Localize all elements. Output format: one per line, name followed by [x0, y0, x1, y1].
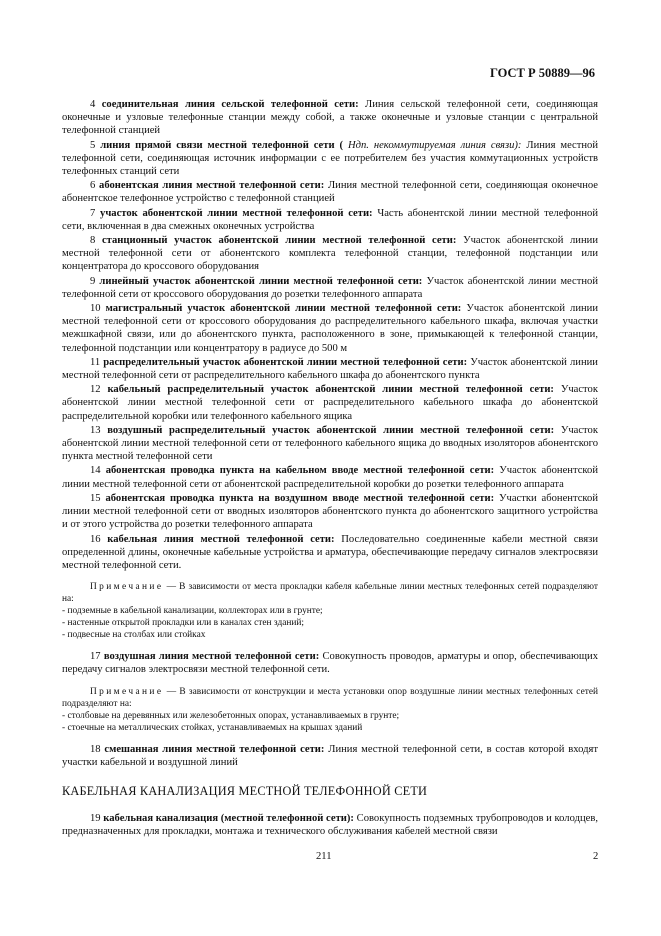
term-number: 4 — [90, 99, 96, 110]
document-body — [62, 98, 598, 840]
note-list — [62, 605, 598, 641]
term-number: 18 — [90, 743, 101, 755]
note-text: — В зависимости от конструкции и места установки опор воздушные линии местных телефонных сетей подразделяют на: — [62, 686, 599, 709]
term-definition: Совокупность подземных трубопроводов и колодцев, предназначенных для прокладки, монтажа и технического обслуживания кабелей местной связи — [62, 813, 598, 838]
term-number: 16 — [90, 533, 101, 545]
term-definition: Участок абонентской линии местной телефонной сети от абонентской распределительной коробки до розетки телефонного аппарата — [62, 465, 598, 490]
term-definition: Последовательно соединенные кабели местной связи определенной длины, оконечные кабельные устройства и арматура, обеспечивающие передачу сигналов электросвязи местной телефонной сети. — [62, 533, 599, 571]
term-title: кабельный распределительный участок абонентской линии местной телефонной сети: — [107, 384, 554, 396]
term-definition: Часть абонентской линии местной телефонной сети, включенная в два смежных оконечных устройства — [62, 207, 598, 232]
term-number: 19 — [90, 813, 101, 825]
list-item: - настенные открытой прокладки или в каналах стен зданий; — [62, 618, 305, 629]
term-title: кабельная канализация (местной телефонной сети): — [103, 813, 354, 825]
term-definition: Участок абонентской линии местной телефонной сети от кроссового оборудования до розетки телефонного аппарата — [62, 275, 598, 300]
list-item: - столбовые на деревянных или железобетонных опорах, устанавливаемых в грунте; — [62, 710, 400, 721]
term-entry-5 — [62, 139, 598, 179]
note-cable-lines — [62, 581, 598, 641]
term-definition: Участок абонентской линии местной телефонной сети от распределительного кабельного шкафа до абонентской распределительной коробки или телефонного кабельного ящика — [62, 384, 598, 422]
term-definition: Линия местной телефонной сети, в состав которой входят участки кабельной и воздушной линий — [62, 743, 599, 768]
term-number: 8 — [90, 235, 96, 247]
term-number: 7 — [90, 207, 96, 219]
note-text: — В зависимости от места прокладки кабеля кабельные линии местных телефонных сетей подразделяют на: — [62, 582, 598, 605]
term-title: линия прямой связи местной телефонной сети — [100, 139, 335, 151]
term-entry-13 — [62, 424, 598, 464]
term-title: воздушная линия местной телефонной сети: — [103, 651, 320, 663]
term-title: станционный участок абонентской линии местной телефонной сети: — [101, 235, 457, 247]
term-definition: Совокупность проводов, арматуры и опор, обеспечивающих передачу сигналов электросвязи местной телефонной сети. — [62, 651, 598, 676]
term-entry-17 — [62, 650, 598, 676]
document-id: ГОСТ Р 50889—96 — [489, 66, 595, 80]
term-title: абонентская линия местной телефонной сети: — [99, 180, 325, 192]
term-title: распределительный участок абонентской линии местной телефонной сети: — [103, 356, 468, 368]
term-entry-18 — [62, 743, 598, 769]
list-item: - подземные в кабельной канализации, коллекторах или в грунте; — [62, 606, 323, 617]
term-entry-12 — [62, 383, 598, 423]
note-label: Примечание — [90, 686, 164, 697]
term-entry-4 — [62, 98, 598, 138]
term-title: абонентская проводка пункта на кабельном вводе местной телефонной сети: — [105, 465, 495, 477]
term-entry-14 — [62, 464, 598, 490]
term-number: 11 — [90, 356, 101, 368]
page-number-center: 211 — [316, 851, 332, 862]
term-entry-6 — [62, 179, 598, 205]
term-definition: Участок абонентской линии местной телефонной сети от распределительного кабельного шкафа до абонентского пункта — [62, 356, 598, 382]
term-entry-9 — [62, 275, 598, 301]
term-entry-15 — [62, 492, 598, 532]
page-number-right: 2 — [593, 851, 599, 862]
note-label: Примечание — [90, 582, 164, 593]
term-number: 14 — [90, 465, 101, 477]
term-title: участок абонентской линии местной телефонной сети: — [100, 207, 373, 219]
term-note: Ндп. некоммутируемая линия связи): — [347, 139, 522, 151]
term-note-open: ( — [339, 139, 344, 151]
term-title: соединительная линия сельской телефонной сети: — [101, 99, 359, 110]
term-number: 10 — [90, 303, 101, 315]
term-number: 15 — [90, 492, 101, 504]
term-title: абонентская проводка пункта на воздушном вводе местной телефонной сети: — [105, 492, 495, 504]
term-entry-11 — [62, 356, 598, 382]
list-item: - подвесные на столбах или стойках — [62, 630, 206, 641]
list-item: - стоечные на металлических стойках, устанавливаемых на крышах зданий — [62, 722, 363, 733]
term-entry-10 — [62, 302, 598, 355]
term-title: линейный участок абонентской линии местной телефонной сети: — [99, 275, 423, 287]
term-number: 13 — [90, 424, 101, 436]
note-overhead-lines — [62, 686, 598, 734]
term-definition: Линия местной телефонной сети, соединяющая оконечное абонентское телефонное устройство с телефонной станцией — [62, 180, 598, 205]
term-entry-16 — [62, 533, 598, 573]
term-definition: Линия сельской телефонной сети, соединяющая оконечные и узловые телефонные станции между собой, а также оконечные и узловые станции с центральной телефонной станцией — [62, 99, 599, 137]
term-entry-7 — [62, 207, 598, 233]
term-title: смешанная линия местной телефонной сети: — [104, 743, 325, 755]
term-number: 17 — [90, 651, 101, 663]
term-definition: Участок абонентской линии местной телефонной сети от телефонного кабельного ящика до вводных изоляторов абонентского пункта местной телефонной сети — [62, 424, 598, 463]
term-number: 9 — [90, 275, 96, 287]
term-definition: Линия местной телефонной сети, соединяющая источник информации с ее потребителем без участия коммутационных устройств телефонных станций сети — [62, 139, 599, 178]
term-number: 6 — [90, 180, 96, 192]
term-definition: Участки абонентской линии местной телефонной сети от вводных изоляторов абонентского пункта до абонентского защитного устройства и от этого устройства до розетки телефонного аппарата — [62, 492, 599, 531]
term-title: магистральный участок абонентской линии местной телефонной сети: — [105, 303, 462, 315]
term-number: 12 — [90, 384, 101, 396]
term-list — [62, 98, 598, 572]
term-definition: Участок абонентской линии местной телефонной сети от абонентского комплекта телефонной станции, телефонной подстанции или концентратора до кроссового оборудования — [62, 235, 598, 273]
term-entry-19 — [62, 812, 598, 838]
term-number: 5 — [90, 139, 96, 151]
term-title: кабельная линия местной телефонной сети: — [107, 533, 335, 545]
term-definition: Участок абонентской линии местной телефонной сети от кроссового оборудования до распределительного кабельного шкафа, включая участки межшкафной связи, или до абонентского пункта, расположенного в зоне, примыкающей к телефонной станции, телефонной подстанции или концентратору в радиусе до 500 м — [62, 303, 599, 354]
term-title: воздушный распределительный участок абонентской линии местной телефонной сети: — [107, 424, 555, 436]
section-heading: КАБЕЛЬНАЯ КАНАЛИЗАЦИЯ МЕСТНОЙ ТЕЛЕФОННОЙ СЕТИ — [62, 783, 428, 798]
term-entry-8 — [62, 234, 598, 274]
note-list — [62, 710, 598, 734]
